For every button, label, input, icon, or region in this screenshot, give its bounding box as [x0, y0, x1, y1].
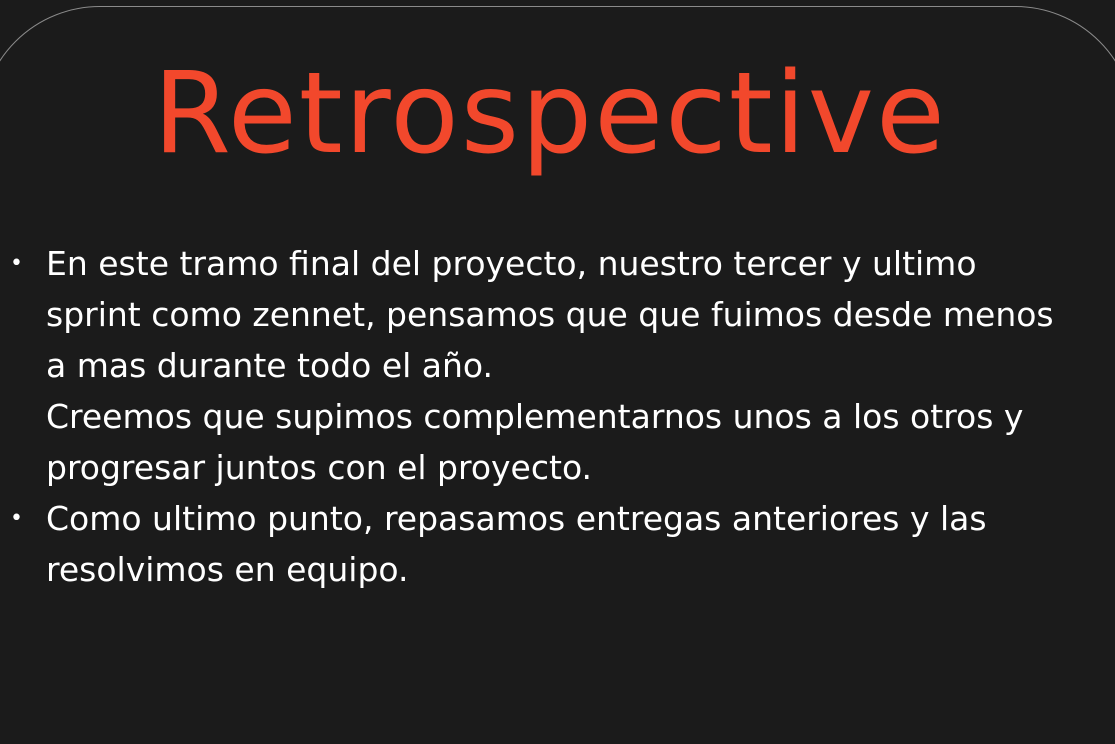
bullet-2-line-2: resolvimos en equipo.: [46, 550, 409, 589]
bullet-1-line-5: progresar juntos con el proyecto.: [46, 448, 593, 487]
bullet-item-2: [10, 493, 1111, 595]
slide-title: Retrospective: [153, 49, 947, 179]
bullet-icon: •: [10, 506, 23, 531]
bullet-icon: •: [10, 251, 23, 276]
bullet-item-1: [10, 238, 1111, 493]
bullet-1-line-2: sprint como zennet, pensamos que que fuimos desde menos: [46, 295, 1054, 334]
bullet-2-line-1: Como ultimo punto, repasamos entregas anteriores y las: [46, 499, 987, 538]
bullet-1-line-1: En este tramo final del proyecto, nuestro tercer y ultimo: [46, 244, 977, 283]
bullet-list: [10, 238, 1111, 595]
bullet-1-line-3: a mas durante todo el año.: [46, 346, 494, 385]
bullet-1-line-4: Creemos que supimos complementarnos unos a los otros y: [46, 397, 1024, 436]
